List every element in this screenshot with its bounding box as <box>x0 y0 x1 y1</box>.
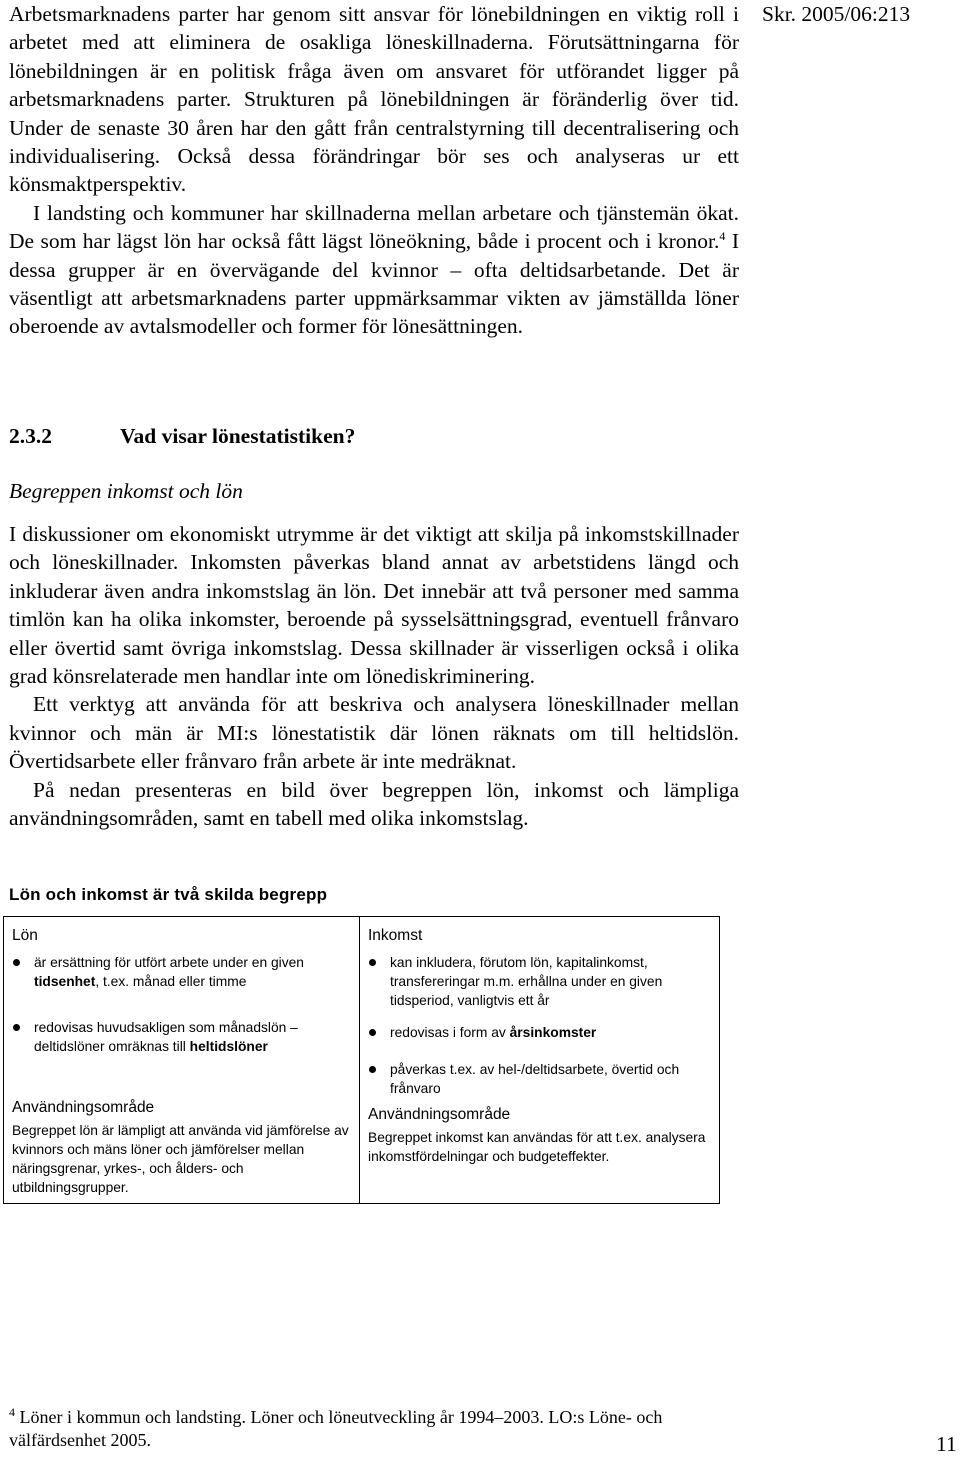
lon-usage-heading: Användningsområde <box>12 1099 155 1116</box>
section-paragraph-3: På nedan presenteras en bild över begreppen lön, inkomst och lämpliga användningsområden, samt en tabell med olika inkomstslag. <box>9 777 739 831</box>
document-reference: Skr. 2005/06:213 <box>762 2 911 26</box>
lon-usage-text: Begreppet lön är lämpligt att använda vid jämförelse av kvinnors och mäns löner och jämförelser mellan näringsgrenar, yrkes-, och ålders- och utbildningsgrupper. <box>12 1123 349 1195</box>
section-number: 2.3.2 <box>9 424 52 448</box>
inkomst-bullet-1: kan inkludera, förutom lön, kapitalinkomst, transfereringar m.m. erhållna under en given tidsperiod, vanligtvis ett år <box>368 953 708 1010</box>
inkomst-bullet-2-bold: årsinkomster <box>509 1025 597 1040</box>
lon-bullet-2-bold: heltidslöner <box>189 1039 268 1054</box>
inkomst-bullet-3: påverkas t.ex. av hel-/deltidsarbete, övertid och frånvaro <box>368 1060 708 1098</box>
intro-paragraph-2-b: I dessa grupper är en övervägande del kvinnor – ofta deltidsarbetande. Det är väsentligt att arbetsmarknadens parter uppmärksammar vikten av jämställda löner oberoende av avtalsmodeller och former för lönesättningen. <box>9 229 739 339</box>
page-number: 11 <box>936 1432 957 1456</box>
intro-paragraph-2-a: I landsting och kommuner har skillnaderna mellan arbetare och tjänstemän ökat. De som har lägst lön har också fått lägst löneökning, både i procent och i kronor. <box>9 200 739 254</box>
intro-paragraph-1: Arbetsmarknadens parter har genom sitt ansvar för lönebildningen en viktig roll i arbetet med att eliminera de osakliga löneskillnaderna. Förutsättningarna för lönebildningen är en politisk fråga även om ansvaret för utförandet ligger på arbetsmarknadens parter. Strukturen på lönebildningen är föränderlig över tid. Under de senaste 30 åren har den gått från centralstyrning till decentralisering och individualisering. Också dessa förändringar bör ses och analyseras ur ett könsmaktperspektiv. <box>9 2 739 197</box>
inkomst-usage-text: Begreppet inkomst kan användas för att t.ex. analysera inkomstfördelningar och budgeteffekter. <box>368 1130 706 1164</box>
footnote-marker: 4 <box>9 1405 15 1419</box>
box-title: Lön och inkomst är två skilda begrepp <box>9 885 328 904</box>
lon-bullet-2-text: redovisas huvudsakligen som månadslön – deltidslöner omräknas till <box>34 1020 298 1054</box>
inkomst-bullet-2-text: redovisas i form av <box>390 1025 510 1040</box>
lon-heading: Lön <box>12 927 38 944</box>
lon-bullet-2 <box>12 1018 349 1056</box>
footnote-ref: 4 <box>719 229 726 244</box>
concept-box <box>3 916 720 1204</box>
section-paragraph-2: Ett verktyg att använda för att beskriva och analysera löneskillnader mellan kvinnor och män är MI:s lönestatistik där lönen räknats om till heltidslön. Övertidsarbete eller frånvaro från arbete är inte medräknat. <box>9 692 739 774</box>
section-subtitle: Begreppen inkomst och lön <box>9 479 243 503</box>
box-column-lon <box>4 917 360 1203</box>
lon-bullet-1-bold: tidsenhet <box>34 974 96 989</box>
lon-bullet-1-tail: , t.ex. månad eller timme <box>95 974 247 989</box>
lon-bullet-1 <box>12 953 349 991</box>
inkomst-usage-heading: Användningsområde <box>368 1106 511 1123</box>
lon-bullet-1-text: är ersättning för utfört arbete under en given <box>34 955 304 970</box>
section-title: Vad visar lönestatistiken? <box>120 424 356 448</box>
inkomst-bullet-2 <box>368 1023 708 1042</box>
section-heading <box>9 424 355 449</box>
footnote <box>9 1406 749 1452</box>
box-column-inkomst <box>360 917 718 1203</box>
footnote-text: Löner i kommun och landsting. Löner och löneutveckling år 1994–2003. LO:s Löne- och välfärdsenhet 2005. <box>9 1407 663 1450</box>
intro-text <box>9 0 739 341</box>
inkomst-heading: Inkomst <box>368 927 423 944</box>
section-paragraph-1: I diskussioner om ekonomiskt utrymme är det viktigt att skilja på inkomstskillnader och löneskillnader. Inkomsten påverkas bland annat av arbetstidens längd och inkluderar även andra inkomstslag än lön. Det innebär att två personer med samma timlön kan ha olika inkomster, beroende på sysselsättningsgrad, eventuell frånvaro eller övertid samt övriga inkomstslag. Dessa skillnader är visserligen också i olika grad könsrelaterade men handlar inte om lönediskriminering. <box>9 522 739 689</box>
intro-paragraph-2 <box>9 199 739 341</box>
section-body <box>9 520 739 832</box>
